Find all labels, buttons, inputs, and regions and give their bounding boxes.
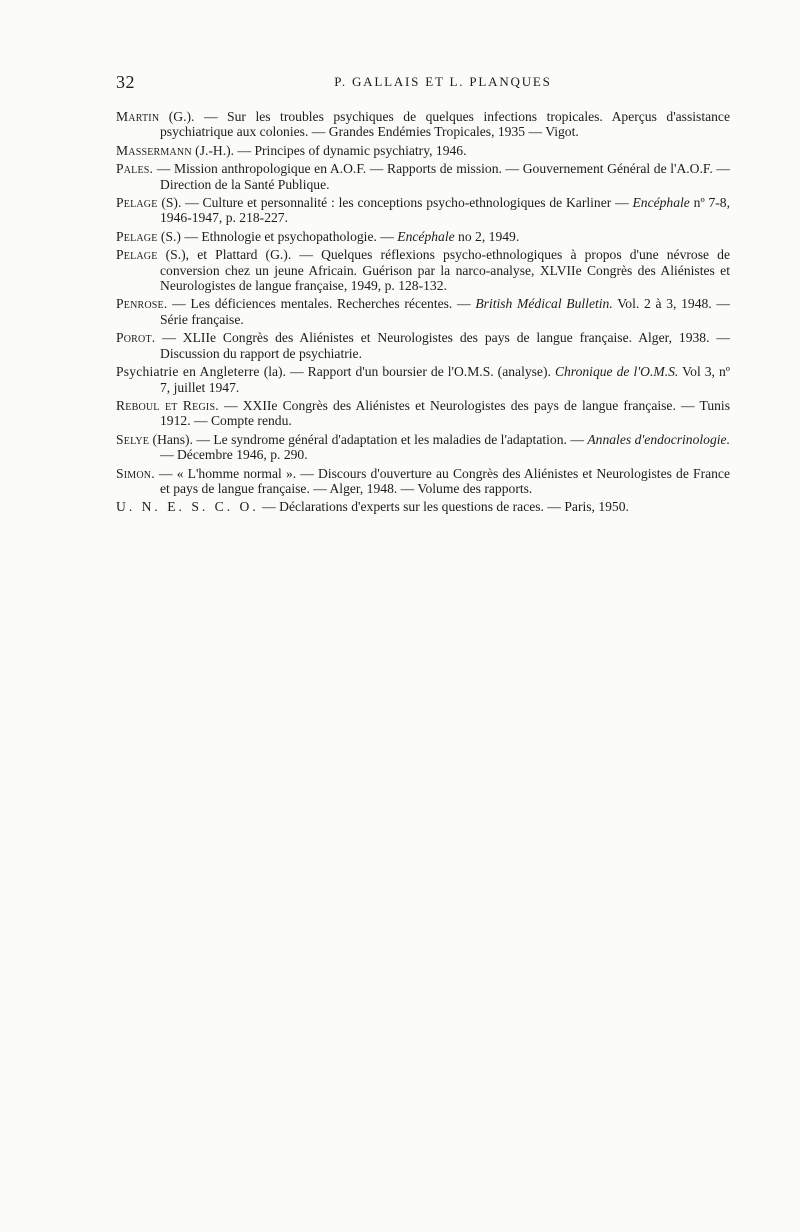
reference-entry <box>116 296 730 327</box>
reference-text: — « L'homme normal ». — Discours d'ouverture au Congrès des Aliénistes et Neurologistes de France et pays de langue française. — Alger, 1948. — Volume des rapports. <box>154 465 730 496</box>
reference-author: Pales. <box>116 161 154 177</box>
reference-author: Psychiatrie en Angleterre <box>116 364 260 380</box>
reference-author: Massermann <box>116 142 192 158</box>
reference-list <box>116 109 730 518</box>
reference-rest: Vol 3, nº 7, juillet 1947. <box>160 364 730 395</box>
page-number: 32 <box>116 72 135 92</box>
reference-author: Martin <box>116 109 160 124</box>
reference-journal: Annales d'endocrinologie. <box>587 431 730 447</box>
reference-entry <box>116 229 730 244</box>
running-head: P. GALLAIS ET L. PLANQUES <box>334 74 552 89</box>
reference-entry <box>116 161 730 192</box>
reference-author: Pelage <box>116 247 158 263</box>
reference-journal: Chronique de l'O.M.S. <box>554 364 679 380</box>
reference-author: Selye <box>116 431 150 447</box>
reference-rest: Vol. 2 à 3, 1948. — Série française. <box>160 296 730 327</box>
reference-text: (S.), et Plattard (G.). — Quelques réflexions psycho-ethnologiques à propos d'une névrose de conversion chez un jeune Africain. Guérison par la narco-analyse, XLVIIe Congrès des Aliénistes et Neurologistes de langue française, 1949, p. 128-132. <box>157 247 730 294</box>
reference-text: (la). — Rapport d'un boursier de l'O.M.S. (analyse). <box>259 364 555 380</box>
reference-entry <box>116 364 730 395</box>
reference-text: — XXIIe Congrès des Aliénistes et Neurologistes des pays de langue française. — Tunis 1912. — Compte rendu. <box>160 397 730 429</box>
reference-text: — XLIIe Congrès des Aliénistes et Neurologistes des pays de langue française. Alger, 1938. — Discussion du rapport de psychiatrie. <box>155 330 730 361</box>
reference-journal: Encéphale <box>397 228 455 244</box>
reference-text: (J.-H.). — Principes of dynamic psychiatry, 1946. <box>191 142 467 158</box>
reference-author: Porot. <box>116 330 156 346</box>
reference-text: (Hans). — Le syndrome général d'adaptation et les maladies de l'adaptation. — <box>149 431 588 447</box>
reference-text: — Déclarations d'experts sur les questions de races. — Paris, 1950. <box>258 499 629 515</box>
reference-journal: British Médical Bulletin. <box>475 296 613 312</box>
reference-text: — Mission anthropologique en A.O.F. — Rapports de mission. — Gouvernement Général de l'A.O.F. — Direction de la Santé Publique. <box>153 161 730 192</box>
reference-rest: — Décembre 1946, p. 290. <box>160 447 308 463</box>
reference-entry <box>116 195 730 226</box>
reference-entry <box>116 499 730 514</box>
reference-author: Reboul et Regis. <box>116 397 219 413</box>
reference-journal: Encéphale <box>632 195 690 211</box>
reference-author: Penrose. <box>116 296 168 312</box>
reference-text: (S.) — Ethnologie et psychopathologie. — <box>157 228 398 244</box>
reference-entry <box>116 247 730 293</box>
reference-author: Pelage <box>116 228 158 244</box>
reference-entry <box>116 109 730 140</box>
reference-entry <box>116 143 730 158</box>
reference-rest: no 2, 1949. <box>454 228 520 244</box>
reference-entry <box>116 432 730 463</box>
reference-author: U. N. E. S. C. O. <box>116 499 259 515</box>
reference-rest: nº 7-8, 1946-1947, p. 218-227. <box>160 195 730 226</box>
reference-text: (S). — Culture et personnalité : les conceptions psycho-ethnologiques de Karliner — <box>157 195 633 211</box>
page-header <box>116 72 730 92</box>
reference-text: (G.). — Sur les troubles psychiques de quelques infections tropicales. Aperçus d'assistance psychiatrique aux colonies. — Grandes Endémies Tropicales, 1935 — Vigot. <box>159 109 730 140</box>
reference-text: — Les déficiences mentales. Recherches récentes. — <box>167 296 476 312</box>
reference-author: Pelage <box>116 195 158 211</box>
reference-entry <box>116 330 730 361</box>
reference-author: Simon. <box>116 465 155 481</box>
reference-entry <box>116 398 730 429</box>
reference-entry <box>116 466 730 497</box>
